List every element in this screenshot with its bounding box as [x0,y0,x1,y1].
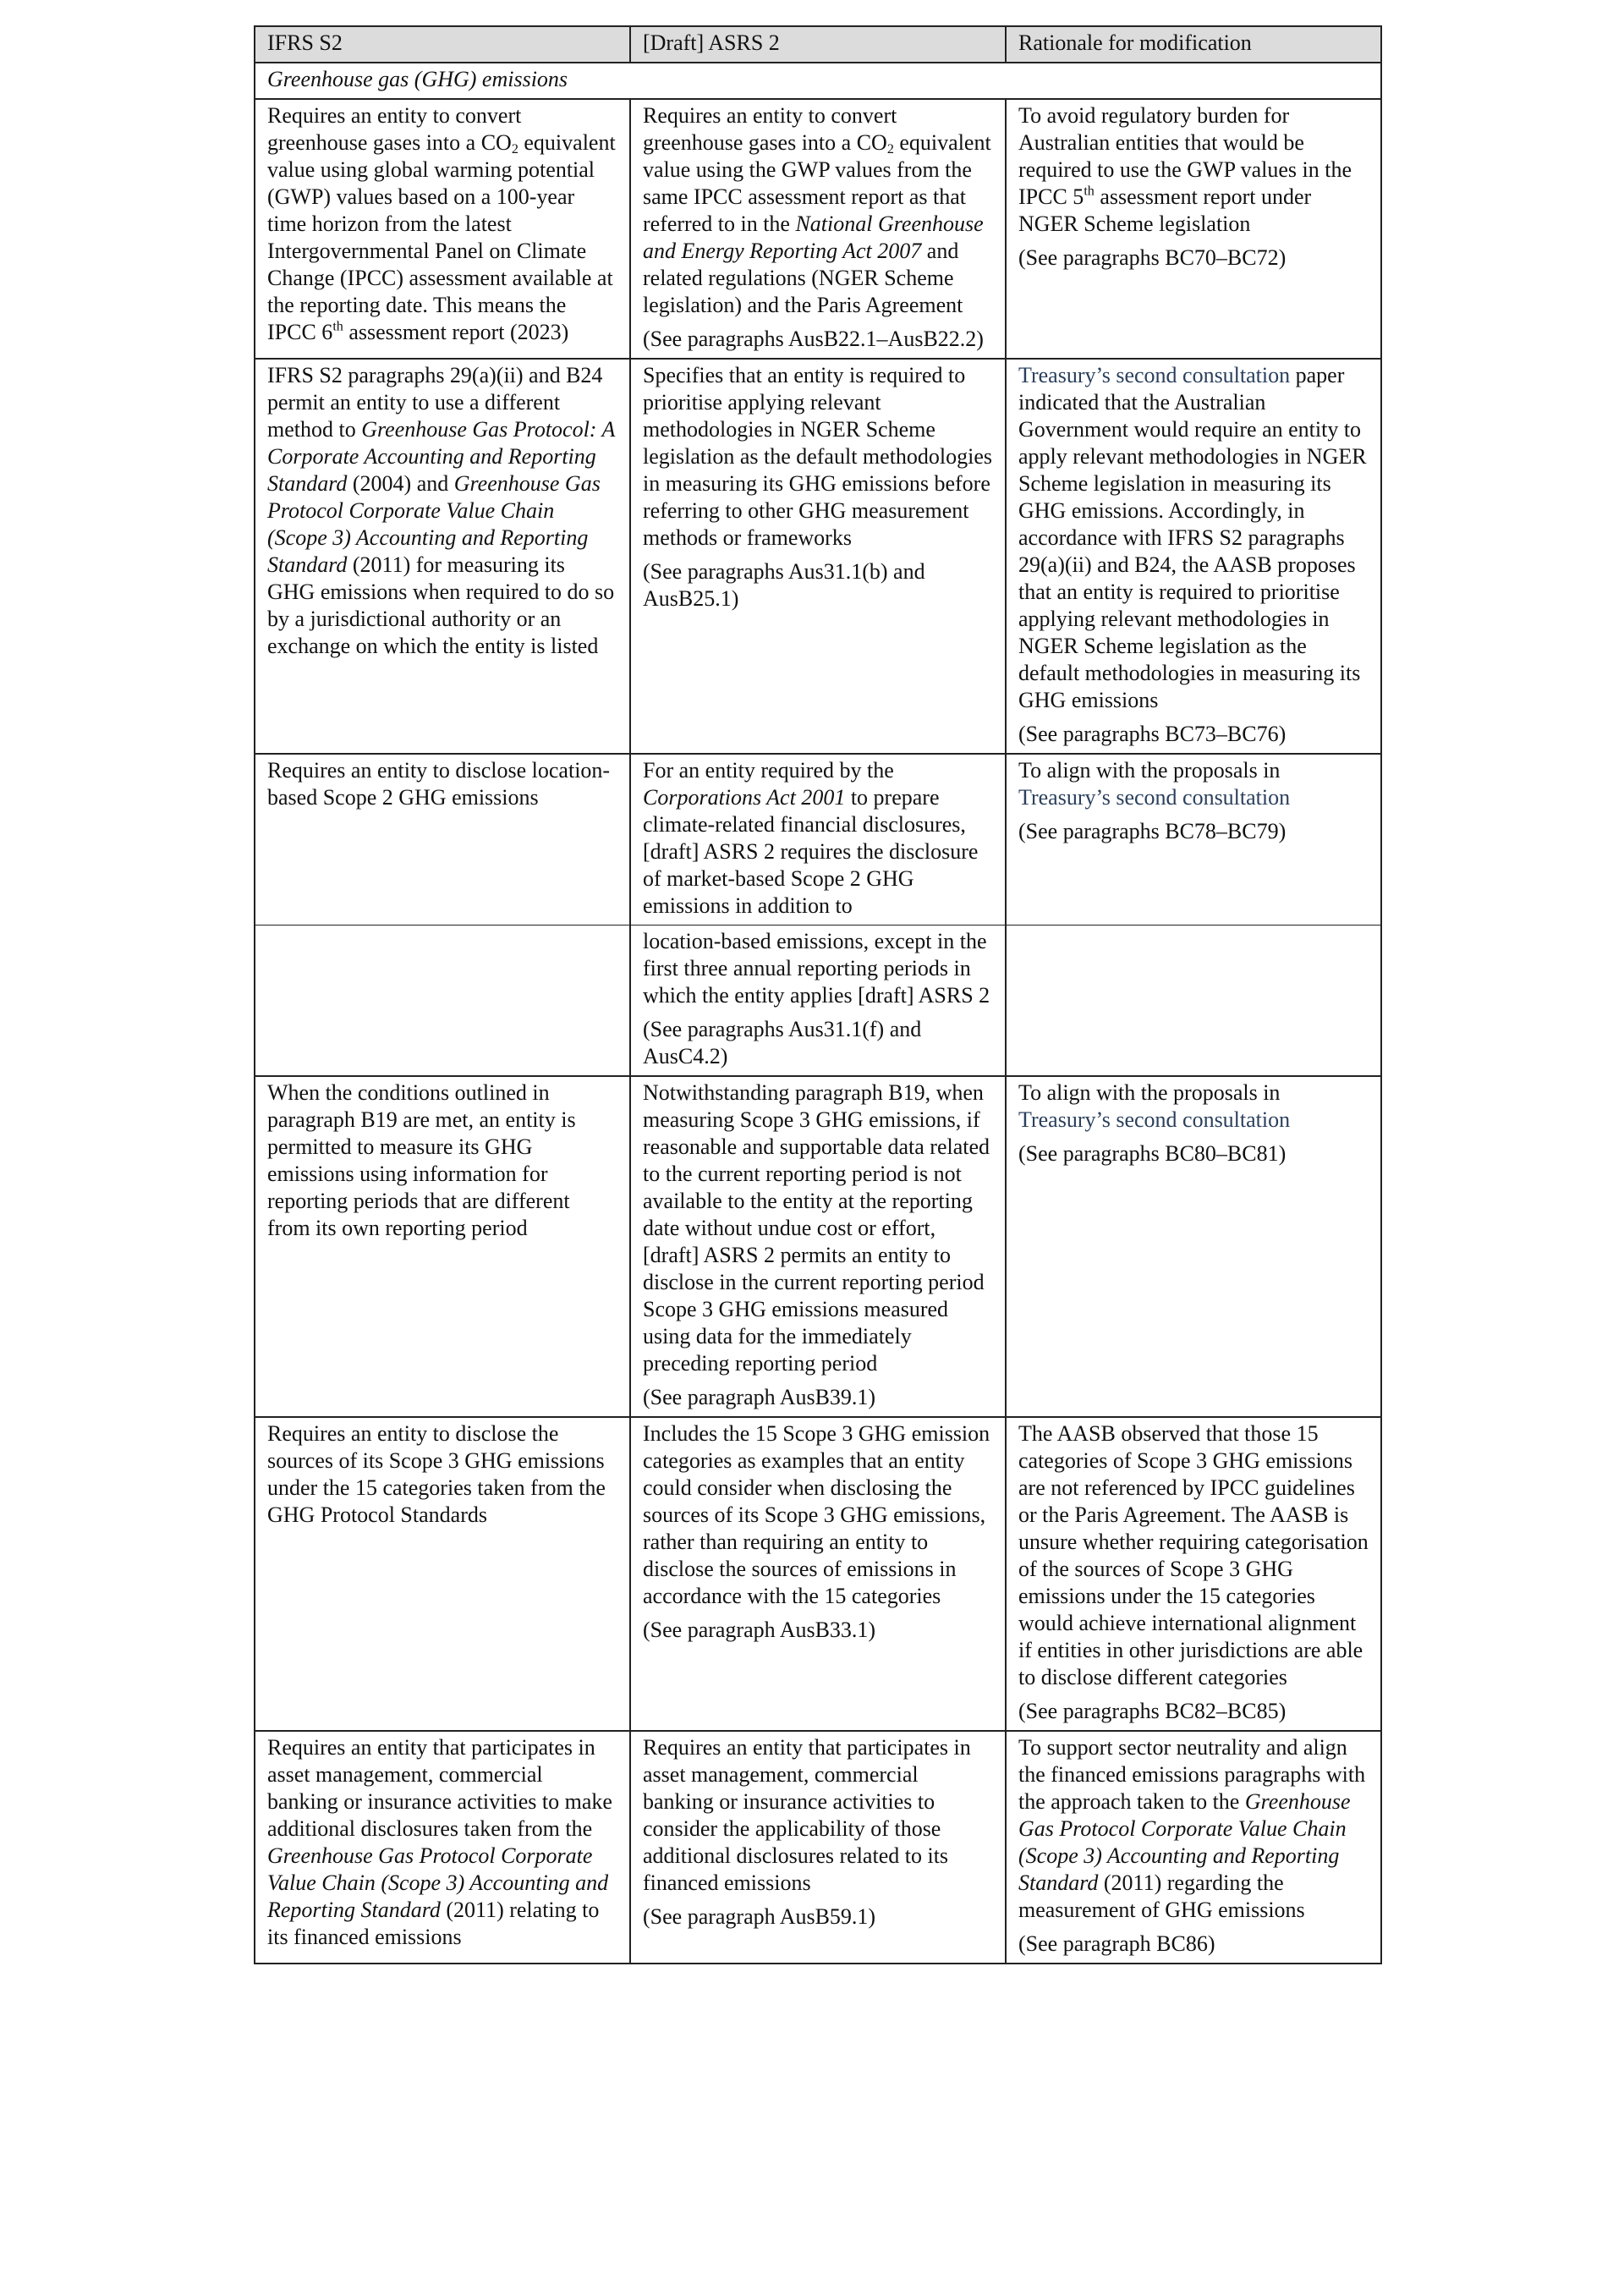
cell-text: Requires an entity that participates in asset management, commercial banking or insurance activities to consider the applicability of those additional disclosures related to its financed emissions [643,1735,971,1895]
paragraph-reference: (See paragraphs Aus31.1(f) and AusC4.2) [643,1017,922,1068]
cell-text: The AASB observed that those 15 categories of Scope 3 GHG emissions are not referenced by IPCC guidelines or the Paris Agreement. The AASB is unsure whether requiring categorisation of the sources of Scope 3 GHG emissions under the 15 categories would achieve international alignment if entities in other jurisdictions are able to disclose different categories [1018,1421,1369,1689]
paragraph-reference: (See paragraph AusB59.1) [643,1904,876,1929]
column-header-draft-asrs-2: [Draft] ASRS 2 [630,26,1006,63]
ifrs-s2-cell [255,99,630,359]
paragraph-reference: (See paragraphs Aus31.1(b) and AusB25.1) [643,559,925,611]
draft-asrs-2-cell [630,754,1006,926]
ifrs-s2-cell [255,1417,630,1731]
ifrs-s2-cell [255,754,630,926]
paragraph-reference: (See paragraph AusB39.1) [643,1385,876,1409]
treasury-consultation-reference: Treasury’s second consultation [1018,785,1291,810]
table-row-continuation [255,926,1381,1077]
paragraph-reference: (See paragraphs AusB22.1–AusB22.2) [643,327,984,351]
header-row [255,26,1381,63]
rationale-cell [1006,1731,1381,1964]
treasury-consultation-reference: Treasury’s second consultation [1018,363,1291,387]
rationale-cell [1006,359,1381,754]
draft-asrs-2-cell [630,1076,1006,1417]
cell-text: Requires an entity to disclose location-based Scope 2 GHG emissions [267,758,611,810]
cell-text: To align with the proposals in Treasury’s second consultation [1018,758,1291,810]
rationale-cell [1006,1076,1381,1417]
draft-asrs-2-cell [630,359,1006,754]
cell-text: Requires an entity that participates in asset management, commercial banking or insurance activities to make additional disclosures taken from the Greenhouse Gas Protocol Corporate Value Chain (Scope 3) Accounting and Reporting Standard (2011) relating to its financed emissions [267,1735,612,1949]
paragraph-reference: (See paragraph BC86) [1018,1931,1215,1956]
cell-text: Notwithstanding paragraph B19, when measuring Scope 3 GHG emissions, if reasonable and supportable data related to the current reporting period is not available to the entity at the reporting date without undue cost or effort, [draft] ASRS 2 permits an entity to disclose in the current reporting period Scope 3 GHG emissions measured using data for the immediately preceding reporting period [643,1080,990,1376]
column-header-ifrs-s2: IFRS S2 [255,26,630,63]
column-header-rationale: Rationale for modification [1006,26,1381,63]
draft-asrs-2-cell [630,1417,1006,1731]
table-row [255,1731,1381,1964]
cell-text: To avoid regulatory burden for Australian entities that would be required to use the GWP values in the IPCC 5th assessment report under NGER Scheme legislation [1018,103,1352,236]
paragraph-reference: (See paragraphs BC73–BC76) [1018,722,1287,746]
section-row [255,63,1381,99]
ifrs-s2-cell [255,1076,630,1417]
cell-text: Treasury’s second consultation paper indicated that the Australian Government would require an entity to apply relevant methodologies in NGER Scheme legislation in measuring its GHG emissions. Accordingly, in accordance with IFRS S2 paragraphs 29(a)(ii) and B24, the AASB proposes that an entity is required to prioritise applying relevant methodologies in NGER Scheme legislation as the default methodologies in measuring its GHG emissions [1018,363,1367,712]
cell-text: Requires an entity to convert greenhouse gases into a $CO_2$ equivalent value using global warming potential (GWP) values based on a 100-year time horizon from the latest Intergovernmental Panel on Climate Change (IPCC) assessment available at the reporting date. This means the IPCC 6th assessment report (2023) [267,103,616,344]
cell-text: When the conditions outlined in paragraph B19 are met, an entity is permitted to measure its GHG emissions using information for reporting periods that are different from its own reporting period [267,1080,576,1240]
cell-text: For an entity required by the Corporations Act 2001 to prepare climate-related financial disclosures, [draft] ASRS 2 requires the disclosure of market-based Scope 2 GHG emissions in addition to [643,758,979,918]
table-row [255,99,1381,359]
table-row [255,1076,1381,1417]
cell-text: IFRS S2 paragraphs 29(a)(ii) and B24 permit an entity to use a different method to Greenhouse Gas Protocol: A Corporate Accounting and Reporting Standard (2004) and Greenhouse Gas Protocol Corporate Value Chain (Scope 3) Accounting and Reporting Standard (2011) for measuring its GHG emissions when required to do so by a jurisdictional authority or an exchange on which the entity is listed [267,363,615,658]
paragraph-reference: (See paragraphs BC78–BC79) [1018,819,1287,843]
paragraph-reference: (See paragraphs BC80–BC81) [1018,1141,1287,1166]
table-row [255,754,1381,926]
paragraph-reference: (See paragraphs BC70–BC72) [1018,245,1287,270]
table-row [255,1417,1381,1731]
rationale-cell-continuation [1006,926,1381,1077]
section-title: Greenhouse gas (GHG) emissions [255,63,1381,99]
ifrs-s2-cell [255,359,630,754]
ifrs-s2-cell-continuation [255,926,630,1077]
comparison-table [254,25,1382,1964]
treasury-consultation-reference: Treasury’s second consultation [1018,1107,1291,1132]
cell-text: Includes the 15 Scope 3 GHG emission categories as examples that an entity could consider when disclosing the sources of its Scope 3 GHG emissions, rather than requiring an entity to disclose the sources of emissions in accordance with the 15 categories [643,1421,990,1608]
rationale-cell [1006,754,1381,926]
ifrs-s2-cell [255,1731,630,1964]
rationale-cell [1006,99,1381,359]
cell-text: Specifies that an entity is required to prioritise applying relevant methodologies in NGER Scheme legislation as the default methodologies in measuring its GHG emissions before referring to other GHG measurement methods or frameworks [643,363,993,550]
draft-asrs-2-cell-continuation [630,926,1006,1077]
paragraph-reference: (See paragraphs BC82–BC85) [1018,1699,1287,1723]
draft-asrs-2-cell [630,1731,1006,1964]
cell-text: To support sector neutrality and align the financed emissions paragraphs with the approach taken to the Greenhouse Gas Protocol Corporate Value Chain (Scope 3) Accounting and Reporting Standard (2011) regarding the measurement of GHG emissions [1018,1735,1366,1922]
draft-asrs-2-cell [630,99,1006,359]
cell-text: To align with the proposals in Treasury’s second consultation [1018,1080,1291,1132]
cell-text: Requires an entity to convert greenhouse gases into a $CO_2$ equivalent value using the GWP values from the same IPCC assessment report as that referred to in the National Greenhouse and Energy Reporting Act 2007 and related regulations (NGER Scheme legislation) and the Paris Agreement [643,103,991,317]
cell-text: location-based emissions, except in the first three annual reporting periods in which the entity applies [draft] ASRS 2 [643,929,990,1008]
paragraph-reference: (See paragraph AusB33.1) [643,1618,876,1642]
cell-text: Requires an entity to disclose the sources of its Scope 3 GHG emissions under the 15 categories taken from the GHG Protocol Standards [267,1421,606,1527]
table-row [255,359,1381,754]
rationale-cell [1006,1417,1381,1731]
